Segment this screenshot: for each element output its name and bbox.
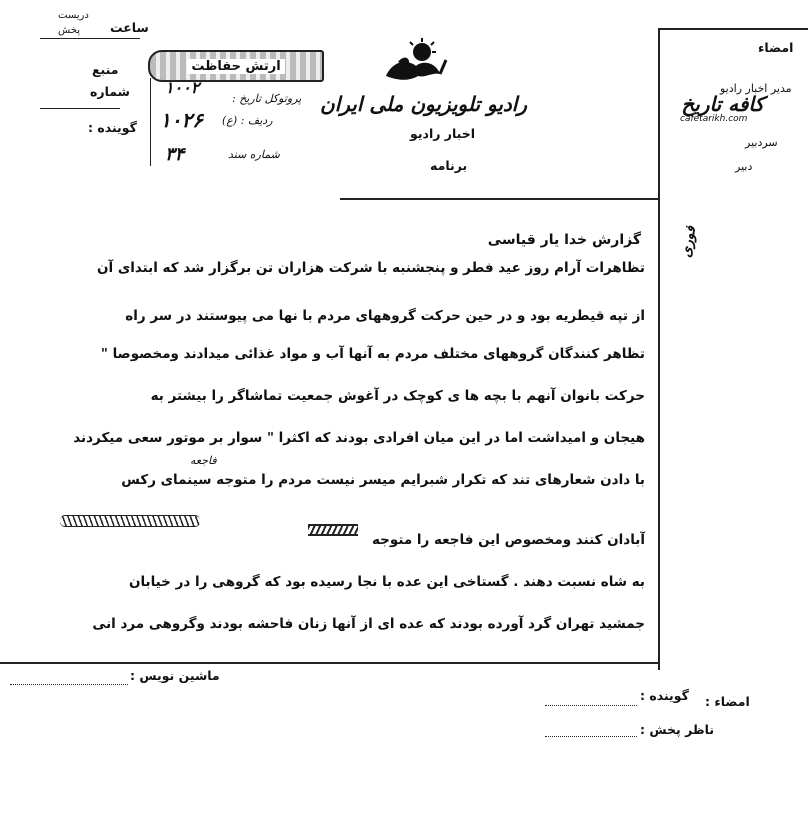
announcer-top-label: گوینده : xyxy=(88,120,137,135)
header-right-frame xyxy=(658,28,660,198)
lion-sun-emblem-icon xyxy=(378,36,450,86)
typist-label: ماشین نویس : xyxy=(130,668,220,683)
urgent-side-note: فوری xyxy=(678,224,700,259)
chief-editor-label: سردبیر xyxy=(745,136,778,149)
footer-rule xyxy=(0,662,660,664)
time-rule xyxy=(40,38,140,39)
program-label: برنامه xyxy=(430,158,468,173)
watermark-url: cafetarikh.com xyxy=(680,114,748,124)
typist-dotted-line xyxy=(10,684,128,685)
editor-label: دبیر xyxy=(735,160,753,173)
time-label: ساعت xyxy=(110,20,149,35)
source-label: منبع xyxy=(92,62,119,77)
supervisor-dotted-line xyxy=(545,736,637,737)
organization-name: رادیو تلویزیون ملی ایران xyxy=(320,92,528,116)
footer-announcer-label: گوینده : xyxy=(640,688,689,703)
announcer-dotted-line xyxy=(545,705,637,706)
left-block-rule xyxy=(40,108,120,109)
report-line-9: جمشید تهران گرد آورده بودند که عده ای از آنها زنان فاحشه بودند وگروهی مرد انی xyxy=(92,616,645,632)
watermark-logo xyxy=(668,92,764,126)
broadcast-small-label: دریست xyxy=(58,10,89,21)
report-line-2: از تپه قیطریه بود و در حین حرکت گروههای مردم با نها می پیوستند در سر راه xyxy=(125,308,645,324)
broadcast-sub-label: پخش xyxy=(58,25,80,36)
footer-signature-label: امضاء : xyxy=(705,694,750,709)
report-title: گزارش خدا یار قیاسی xyxy=(487,232,641,248)
report-line-8: به شاه نسبت دهند . گستاخی این عده با نجا رسیده بود که گروهی را در خیابان xyxy=(128,574,645,590)
report-line-6: با دادن شعارهای تند که تکرار شبرایم میسر نیست مردم را متوجه سینمای رکس xyxy=(121,472,645,488)
report-line-1: تظاهرات آرام روز عید فطر و پنجشنبه با شرکت هزاران تن برگزار شد که ابتدای آن xyxy=(96,260,645,276)
report-line-4: حرکت بانوان آنهم با بچه ها ی کوچک در آغوش جمعیت تماشاگر را بیشتر به xyxy=(150,388,645,404)
news-director-label: مدیر اخبار رادیو xyxy=(720,82,792,95)
watermark-text: کافه تاریخ xyxy=(681,92,764,116)
body-frame-top xyxy=(340,198,660,200)
department-name: اخبار رادیو xyxy=(410,126,476,141)
row-label: ردیف : (ع) xyxy=(222,114,273,127)
report-line-7: آبادان کنند ومخصوص این فاجعه را متوجه xyxy=(371,532,645,548)
report-line-3: تظاهر کنندگان گروههای مختلف مردم به آنها آب و مواد غذائی میدادند ومخصوصا " xyxy=(100,346,645,362)
stamp-text: ارتش حفاظت xyxy=(187,59,284,74)
struck-scribble xyxy=(60,515,200,527)
protocol-date-label: پروتوکل تاریخ : xyxy=(232,92,302,105)
handwritten-correction: فاجعه xyxy=(190,454,217,467)
document-number-label: شماره سند xyxy=(228,148,280,161)
document-number-value: ۳۴ xyxy=(165,144,185,165)
broadcast-supervisor-label: ناظر پخش : xyxy=(640,722,715,737)
report-line-5: هیجان و امیداشت اما در این میان افرادی بودند که اکثرا " سوار بر موتور سعی میکردند xyxy=(73,430,645,446)
number-label: شماره xyxy=(90,84,130,99)
protocol-date-value: ۱۰۰۲ xyxy=(165,78,200,97)
body-frame-right xyxy=(658,198,660,670)
signature-label-top: امضاء xyxy=(758,40,794,55)
row-value: ۱۰۲۶ xyxy=(160,108,203,132)
redacted-text xyxy=(308,524,358,536)
header-right-top-rule xyxy=(658,28,808,30)
